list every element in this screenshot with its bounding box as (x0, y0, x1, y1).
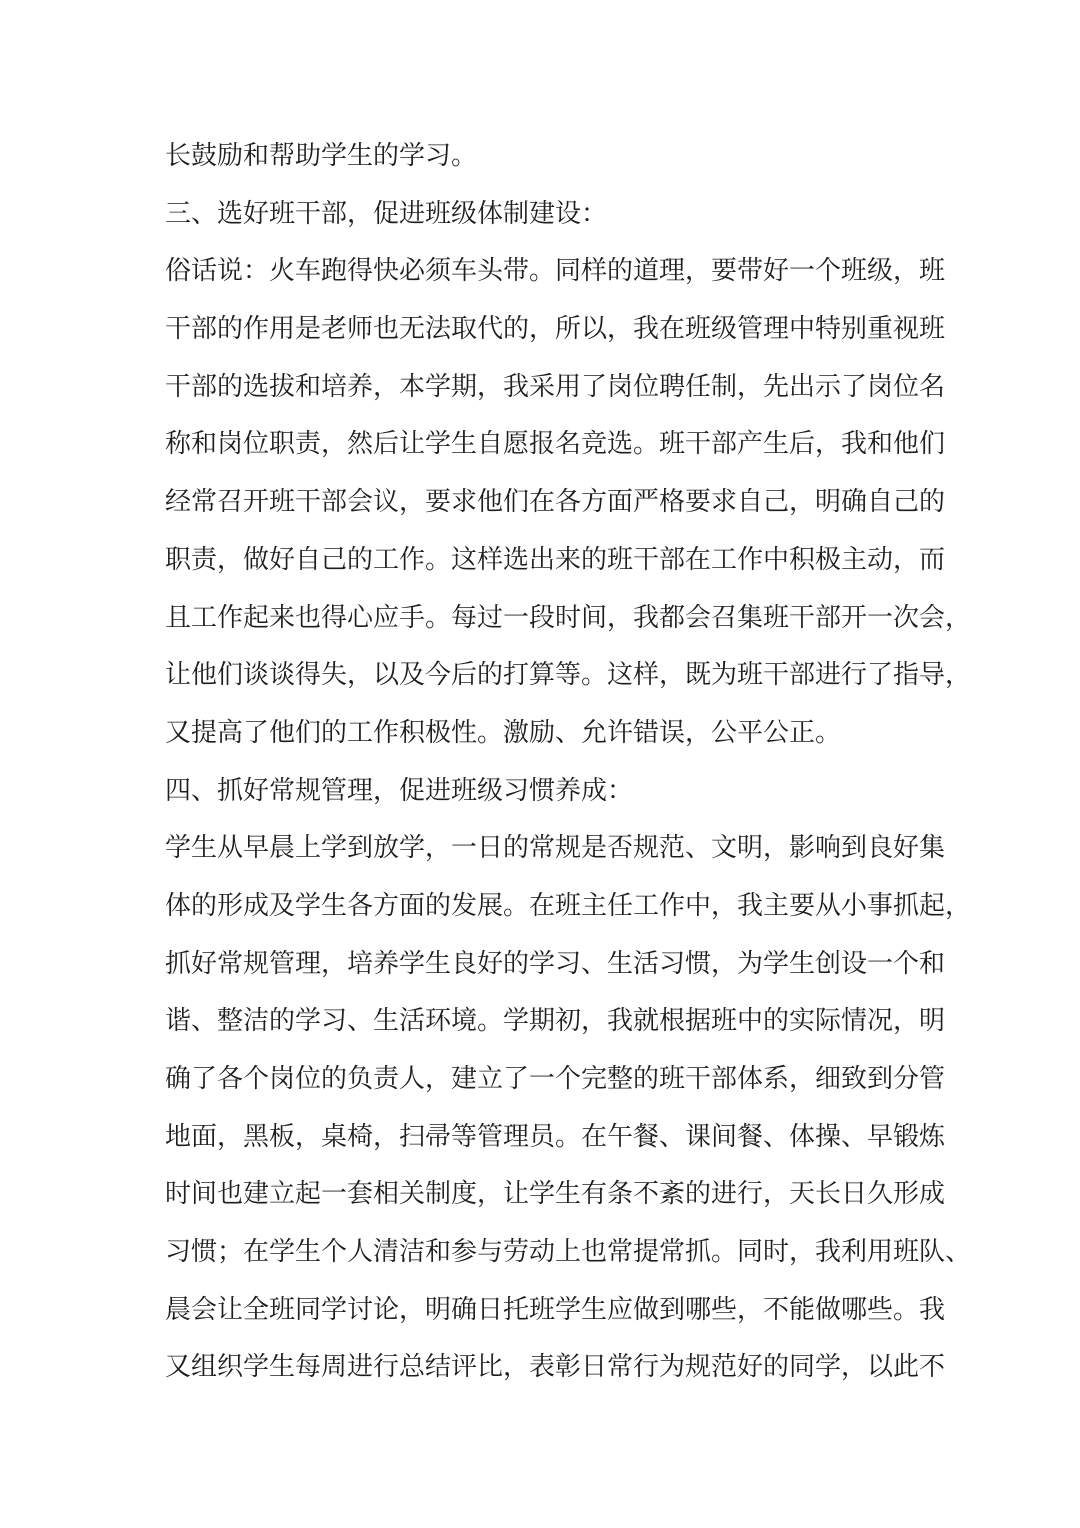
paragraph-line: 晨会让全班同学讨论，明确日托班学生应做到哪些，不能做哪些。我 (165, 1294, 946, 1325)
paragraph-line: 干部的选拔和培养，本学期，我采用了岗位聘任制，先出示了岗位名 (165, 371, 946, 402)
paragraph-line: 习惯；在学生个人清洁和参与劳动上也常提常抓。同时，我利用班队、 (165, 1237, 972, 1268)
paragraph-line: 俗话说：火车跑得快必须车头带。同样的道理，要带好一个班级，班 (165, 256, 946, 287)
section-heading: 三、选好班干部，促进班级体制建设： (165, 198, 608, 229)
paragraph-line: 确了各个岗位的负责人，建立了一个完整的班干部体系，细致到分管 (165, 1064, 946, 1094)
paragraph-line: 职责，做好自己的工作。这样选出来的班干部在工作中积极主动，而 (165, 544, 946, 575)
paragraph-line: 干部的作用是老师也无法取代的，所以，我在班级管理中特别重视班 (165, 314, 946, 345)
paragraph-line: 又提高了他们的工作积极性。激励、允许错误，公平公正。 (165, 717, 842, 748)
paragraph-line: 地面，黑板，桌椅，扫帚等管理员。在午餐、课间餐、体操、早锻炼 (165, 1121, 946, 1152)
paragraph-line: 谐、整洁的学习、生活环境。学期初，我就根据班中的实际情况，明 (165, 1006, 946, 1037)
paragraph-line: 时间也建立起一套相关制度，让学生有条不紊的进行，天长日久形成 (165, 1179, 946, 1210)
paragraph-line: 体的形成及学生各方面的发展。在班主任工作中，我主要从小事抓起， (165, 890, 972, 921)
section-heading: 四、抓好常规管理，促进班级习惯养成： (165, 775, 634, 806)
document-body (165, 128, 972, 1397)
paragraph-line: 抓好常规管理，培养学生良好的学习、生活习惯，为学生创设一个和 (165, 948, 946, 979)
paragraph-line: 称和岗位职责，然后让学生自愿报名竞选。班干部产生后，我和他们 (165, 429, 946, 460)
paragraph-line: 又组织学生每周进行总结评比，表彰日常行为规范好的同学，以此不 (165, 1352, 946, 1383)
paragraph-line: 学生从早晨上学到放学，一日的常规是否规范、文明，影响到良好集 (165, 833, 946, 864)
paragraph-line: 且工作起来也得心应手。每过一段时间，我都会召集班干部开一次会， (165, 602, 972, 633)
paragraph-line: 经常召开班干部会议，要求他们在各方面严格要求自己，明确自己的 (165, 487, 946, 518)
paragraph-line: 长鼓励和帮助学生的学习。 (165, 141, 478, 171)
paragraph-line: 让他们谈谈得失，以及今后的打算等。这样，既为班干部进行了指导， (165, 660, 972, 691)
